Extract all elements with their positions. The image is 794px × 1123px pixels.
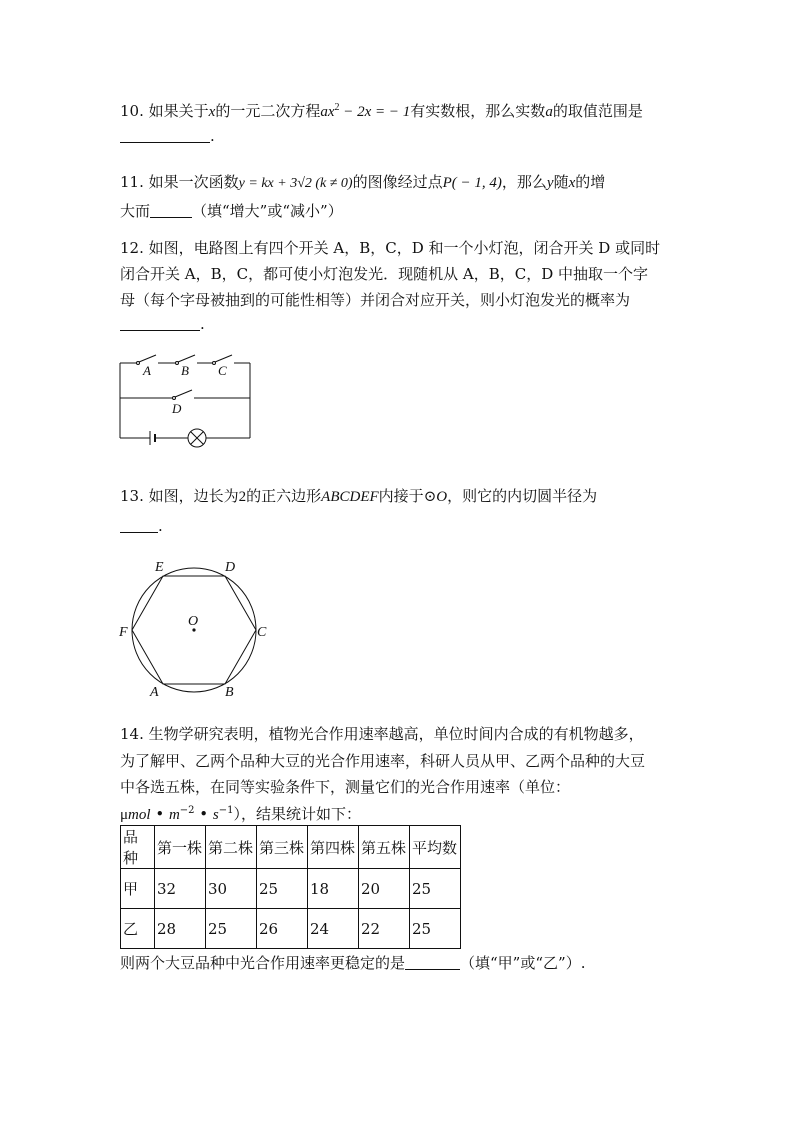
q11-point: P( − 1, 4)	[442, 175, 502, 191]
switch-d	[175, 390, 192, 397]
q10-end: .	[210, 127, 215, 145]
q10-equation	[320, 104, 410, 120]
q10-eq-sup: 2	[334, 102, 340, 113]
q14-final-post: （填“甲”或“乙”）.	[460, 954, 586, 972]
q10-line2	[120, 126, 215, 146]
q10-text-post: 有实数根，那么实数	[410, 102, 546, 120]
table-header-cell: 第五株	[359, 826, 410, 869]
q11-answer-blank[interactable]	[150, 203, 192, 218]
q11-text-pre: 如果一次函数	[148, 173, 239, 191]
table-cell: 25	[410, 869, 461, 909]
q14-answer-blank[interactable]	[405, 955, 460, 970]
table-header-cell: 第一株	[155, 826, 206, 869]
q14-unit-dot1: •	[150, 805, 169, 823]
hex-label-o: O	[188, 614, 199, 629]
switch-c	[215, 355, 232, 362]
q14-unit-s-sup: −1	[218, 805, 234, 816]
circuit-diagram	[110, 345, 270, 450]
table-cell: 26	[257, 909, 308, 949]
q12-line3: 母（每个字母被抽到的可能性相等）并闭合对应开关，则小灯泡发光的概率为	[120, 291, 631, 309]
hex-label-f: F	[119, 625, 128, 640]
table-header-cell: 品种	[121, 826, 155, 869]
q10-eq-rest: − 2x = − 1	[339, 104, 411, 120]
q11-text-post2: 随	[553, 173, 569, 191]
q13-text-pre: 如图，边长为	[148, 487, 239, 505]
q14-final-pre: 则两个大豆品种中光合作用速率更稳定的是	[120, 954, 406, 972]
circuit-label-d: D	[172, 401, 182, 416]
q11-line2	[120, 201, 343, 221]
hex-label-d: D	[225, 560, 236, 575]
circuit-label-b: B	[181, 363, 189, 378]
q14-line1: 14. 生物学研究表明，植物光合作用速率越高，单位时间内合成的有机物越多，	[120, 725, 644, 743]
q12-line4	[120, 314, 205, 334]
q14-unit-s: s	[212, 807, 219, 823]
table-cell: 32	[155, 869, 206, 909]
switch-a	[139, 355, 156, 362]
hex-label-e: E	[155, 560, 164, 575]
q11-text-post3: 的增	[575, 173, 606, 191]
table-cell: 22	[359, 909, 410, 949]
q11-var-y: y	[546, 175, 554, 191]
table-cell: 24	[308, 909, 359, 949]
hex-label-b: B	[225, 685, 234, 700]
hex-label-c: C	[257, 625, 267, 640]
hex-label-a: A	[150, 685, 159, 700]
q11-text-post1: ，那么	[501, 173, 547, 191]
q11-line2-pre: 大而	[120, 202, 151, 220]
q10-text-mid: 的一元二次方程	[215, 102, 321, 120]
q14-unit-mu: μ	[120, 807, 129, 823]
hexagon-diagram	[110, 555, 280, 705]
q10-var-a: a	[545, 104, 553, 120]
q11-text-mid: 的图像经过点	[352, 173, 443, 191]
q14-final-line	[120, 953, 585, 973]
circuit-label-c: C	[218, 363, 227, 378]
q14-unit-m: m	[168, 807, 180, 823]
table-cell: 20	[359, 869, 410, 909]
q13-text-mid: 的正六边形	[246, 487, 322, 505]
q10-number: 10.	[120, 102, 144, 120]
q11-var-x: x	[568, 175, 576, 191]
q14-unit-m-sup: −2	[179, 805, 195, 816]
table-cell: 甲	[121, 869, 155, 909]
table-cell: 25	[206, 909, 257, 949]
q14-unit-mol: mol	[128, 807, 151, 823]
q14-line4	[120, 801, 361, 825]
q13-line2	[120, 516, 163, 536]
q14-unit-dot2: •	[194, 805, 213, 823]
q13-shape: ABCDEF	[321, 489, 379, 505]
q10-answer-blank[interactable]	[120, 128, 210, 143]
q11-line2-post: （填“增大”或“减小”）	[192, 202, 343, 220]
q14-line2: 为了解甲、乙两个品种大豆的光合作用速率，科研人员从甲、乙两个品种的大豆	[120, 752, 646, 770]
q12-end: .	[200, 315, 205, 333]
table-header-row	[121, 826, 461, 869]
q13-line1	[120, 486, 597, 507]
q11-number: 11.	[120, 173, 144, 191]
q10-eq-a: ax	[320, 104, 335, 120]
q12-line1: 12. 如图，电路图上有四个开关 A，B，C，D 和一个小灯泡，闭合开关 D 或同时	[120, 239, 661, 257]
q13-side: 2	[238, 489, 247, 505]
table-cell: 28	[155, 909, 206, 949]
table-row	[121, 869, 461, 909]
table-cell: 25	[410, 909, 461, 949]
q13-text-mid2: 内接于	[378, 487, 424, 505]
q13-circle-o: O	[436, 489, 448, 505]
q14-line3: 中各选五株，在同等实验条件下，测量它们的光合作用速率（单位：	[120, 778, 571, 796]
switch-b	[178, 355, 195, 362]
table-cell: 30	[206, 869, 257, 909]
q12-line2: 闭合开关 A，B，C，都可使小灯泡发光．现随机从 A，B，C，D 中抽取一个字	[120, 265, 648, 283]
table-cell: 25	[257, 869, 308, 909]
q10-var-x: x	[208, 104, 216, 120]
q12-answer-blank[interactable]	[120, 316, 200, 331]
q11-function: y = kx + 3√2 (k ≠ 0)	[238, 176, 353, 191]
circuit-label-a: A	[143, 363, 151, 378]
q13-number: 13.	[120, 487, 144, 505]
q13-end: .	[158, 517, 163, 535]
table-cell: 18	[308, 869, 359, 909]
q14-unit-post: ），结果统计如下：	[233, 805, 362, 823]
photosynthesis-table	[120, 825, 461, 949]
table-header-cell: 第二株	[206, 826, 257, 869]
q13-answer-blank[interactable]	[120, 518, 158, 533]
table-cell: 乙	[121, 909, 155, 949]
q10-text-pre: 如果关于	[148, 102, 209, 120]
q10-line1	[120, 98, 643, 122]
table-header-cell: 第三株	[257, 826, 308, 869]
table-header-cell: 第四株	[308, 826, 359, 869]
table-header-cell: 平均数	[410, 826, 461, 869]
q13-text-post: ，则它的内切圆半径为	[447, 487, 598, 505]
q13-circle-symbol: ⊙	[423, 489, 437, 505]
table-row	[121, 909, 461, 949]
q10-text-tail: 的取值范围是	[552, 102, 643, 120]
q11-line1	[120, 172, 605, 194]
